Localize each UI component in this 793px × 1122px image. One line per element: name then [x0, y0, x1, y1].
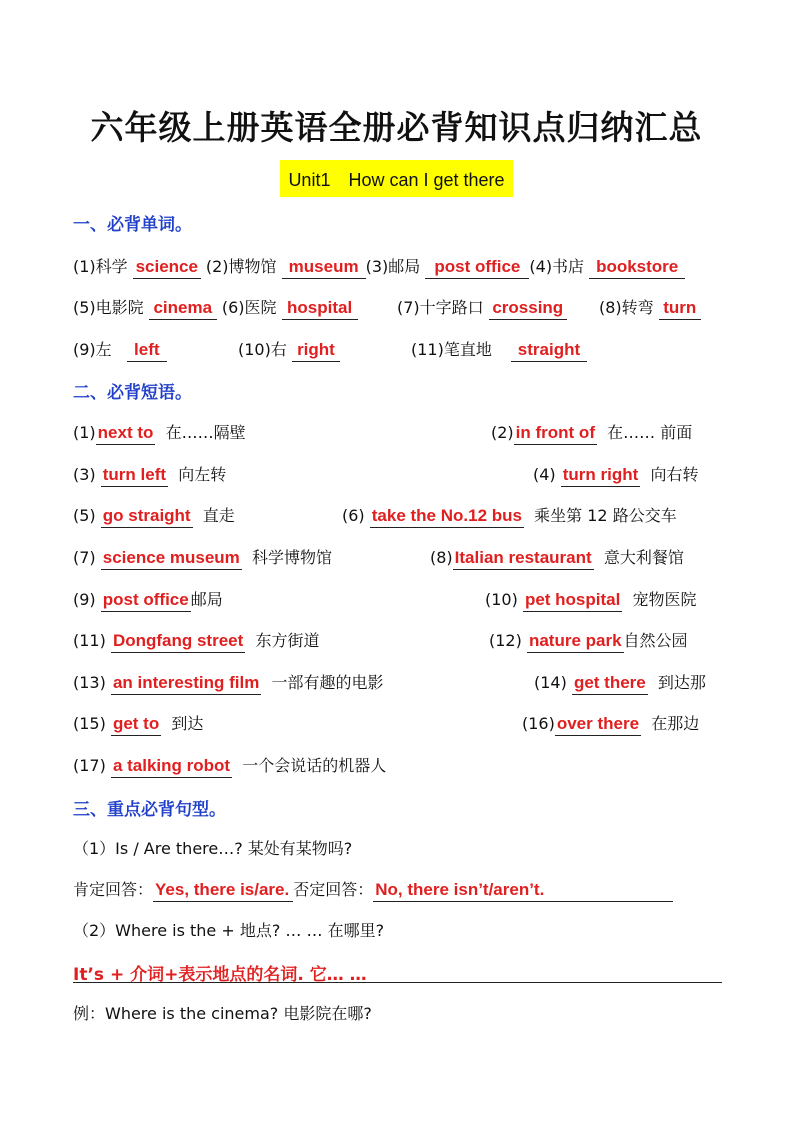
phrase-answer: nature park	[527, 631, 624, 653]
word-label: (2)博物馆	[205, 257, 277, 276]
phrase-meaning: 到达	[171, 714, 204, 733]
section-phrases-heading: 二、必背短语。	[73, 383, 192, 403]
phrase-meaning: 向右转	[650, 465, 699, 484]
phrase-answer: pet hospital	[523, 590, 622, 612]
phrase-num: (9)	[73, 590, 96, 609]
page-title: 六年级上册英语全册必背知识点归纳汇总	[90, 108, 703, 147]
phrase-answer: get there	[572, 673, 648, 695]
phrase-item	[73, 420, 246, 445]
negative-answer: No, there isn’t/aren’t.	[373, 880, 673, 902]
phrase-item	[491, 420, 692, 445]
phrase-item	[73, 711, 203, 736]
phrase-num: (15)	[73, 714, 106, 733]
phrase-num: (11)	[73, 631, 106, 650]
phrase-num: (8)	[430, 548, 453, 567]
phrase-item	[489, 628, 688, 653]
phrase-answer: take the No.12 bus	[370, 506, 524, 528]
phrase-meaning: 乘坐第 12 路公交车	[534, 506, 677, 525]
phrase-num: (6)	[342, 506, 365, 525]
phrase-answer: go straight	[101, 506, 193, 528]
phrase-answer: Dongfang street	[111, 631, 245, 653]
sentence-question-1: （1）Is / Are there…? 某处有某物吗?	[73, 839, 353, 858]
word-label: (8)转弯	[599, 298, 654, 317]
sentence-pattern: It’s + 介词+表示地点的名词. 它… …	[73, 965, 367, 985]
word-answer: museum	[282, 257, 366, 279]
phrase-meaning: 自然公园	[623, 631, 688, 650]
phrase-item	[522, 711, 699, 736]
word-answer: cinema	[149, 298, 217, 320]
word-label: (3)邮局	[365, 257, 421, 276]
words-row-3c	[411, 337, 587, 362]
phrase-meaning: 科学博物馆	[251, 548, 332, 567]
phrase-item	[342, 503, 677, 528]
phrase-answer: turn left	[101, 465, 168, 487]
negative-answer-label: 否定回答：	[293, 880, 374, 899]
phrase-meaning: 直走	[202, 506, 235, 525]
phrase-item	[534, 670, 706, 695]
word-label: (6)医院	[221, 298, 277, 317]
phrase-meaning: 在……隔壁	[165, 423, 246, 442]
phrase-meaning: 在…… 前面	[607, 423, 693, 442]
phrase-meaning: 在那边	[651, 714, 700, 733]
phrase-num: (12)	[489, 631, 522, 650]
phrase-item	[533, 462, 699, 487]
word-answer: science	[133, 257, 201, 279]
phrase-answer: over there	[555, 714, 641, 736]
phrase-num: (13)	[73, 673, 106, 692]
phrase-item	[73, 753, 386, 778]
phrase-num: (17)	[73, 756, 106, 775]
phrase-meaning: 东方街道	[255, 631, 320, 650]
phrase-answer: a talking robot	[111, 756, 232, 778]
phrase-item	[73, 628, 319, 653]
phrase-item	[73, 545, 332, 570]
unit-heading-wrap	[0, 160, 793, 197]
word-answer: crossing	[489, 298, 567, 320]
phrase-answer: in front of	[514, 423, 597, 445]
section-sentences-heading: 三、重点必背句型。	[73, 800, 226, 820]
phrase-meaning: 到达那	[657, 673, 706, 692]
phrase-num: (3)	[73, 465, 96, 484]
pattern-underline	[73, 982, 722, 983]
phrase-meaning: 一个会说话的机器人	[242, 756, 387, 775]
phrase-num: (7)	[73, 548, 96, 567]
words-row-3b	[238, 337, 340, 362]
word-answer: left	[127, 340, 167, 362]
word-answer: post office	[425, 257, 529, 279]
phrase-num: (14)	[534, 673, 567, 692]
word-answer: bookstore	[589, 257, 685, 279]
phrase-item	[73, 462, 226, 487]
word-label: (1)科学	[73, 257, 128, 276]
word-answer: right	[292, 340, 340, 362]
positive-answer: Yes, there is/are.	[153, 880, 293, 902]
phrase-num: (1)	[73, 423, 96, 442]
sentence-question-2: （2）Where is the + 地点? … … 在哪里?	[73, 921, 385, 940]
phrase-meaning: 向左转	[178, 465, 227, 484]
word-label: (10)右	[238, 340, 287, 359]
words-row-3	[73, 337, 167, 362]
word-label: (4)书店	[529, 257, 585, 276]
word-label: (9)左	[73, 340, 112, 359]
phrase-num: (16)	[522, 714, 555, 733]
phrase-num: (2)	[491, 423, 514, 442]
phrase-answer: post office	[101, 590, 191, 612]
phrase-answer: next to	[96, 423, 156, 445]
phrase-item	[430, 545, 684, 570]
phrase-meaning: 一部有趣的电影	[271, 673, 384, 692]
word-answer: hospital	[282, 298, 358, 320]
phrase-meaning: 宠物医院	[632, 590, 697, 609]
phrase-answer: Italian restaurant	[453, 548, 594, 570]
phrase-meaning: 意大利餐馆	[603, 548, 684, 567]
positive-answer-label: 肯定回答：	[73, 880, 154, 899]
words-row-2	[73, 295, 358, 320]
answer-line-1	[73, 877, 673, 902]
words-row-1	[73, 254, 685, 279]
example-sentence: 例：Where is the cinema? 电影院在哪?	[73, 1004, 372, 1023]
phrase-num: (10)	[485, 590, 518, 609]
phrase-meaning: 邮局	[190, 590, 223, 609]
phrase-answer: an interesting film	[111, 673, 261, 695]
word-answer: straight	[511, 340, 587, 362]
section-words-heading: 一、必背单词。	[73, 215, 192, 235]
unit-heading: Unit1 How can I get there	[280, 160, 512, 197]
phrase-item	[73, 587, 223, 612]
phrase-item	[73, 503, 235, 528]
words-row-2b	[397, 295, 567, 320]
phrase-num: (5)	[73, 506, 96, 525]
word-answer: turn	[659, 298, 701, 320]
phrase-answer: science museum	[101, 548, 242, 570]
phrase-num: (4)	[533, 465, 556, 484]
phrase-answer: get to	[111, 714, 161, 736]
words-row-2c	[599, 295, 701, 320]
word-label: (11)笔直地	[411, 340, 492, 359]
word-label: (5)电影院	[73, 298, 144, 317]
phrase-item	[485, 587, 697, 612]
word-label: (7)十字路口	[397, 298, 484, 317]
phrase-item	[73, 670, 384, 695]
phrase-answer: turn right	[561, 465, 641, 487]
